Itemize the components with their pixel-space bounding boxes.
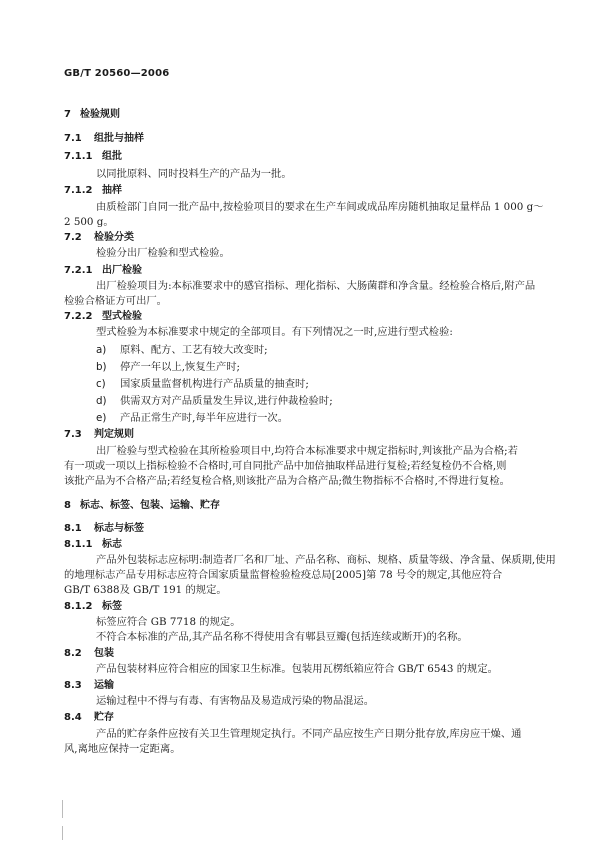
section-title: 贮存 xyxy=(94,712,114,723)
list-item xyxy=(96,360,240,374)
section-number: 8.1.1 xyxy=(64,539,93,550)
section-8-3-heading xyxy=(64,679,114,693)
section-number: 7.3 xyxy=(64,429,82,440)
list-text: 产品正常生产时,每半年应进行一次。 xyxy=(120,412,289,424)
list-text: 国家质量监督机构进行产品质量的抽查时; xyxy=(120,378,309,390)
section-7-1-heading xyxy=(64,132,144,146)
section-number: 8.1.2 xyxy=(64,601,93,612)
section-number: 7.2 xyxy=(64,232,82,243)
scan-edge-mark xyxy=(62,800,63,818)
paragraph: 运输过程中不得与有毒、有害物品及易造成污染的物品混运。 xyxy=(96,695,375,707)
section-title: 包装 xyxy=(94,648,114,659)
section-title: 判定规则 xyxy=(94,429,134,440)
list-text: 停产一年以上,恢复生产时; xyxy=(120,361,241,373)
section-title: 运输 xyxy=(94,680,114,691)
paragraph: 标签应符合 GB 7718 的规定。 xyxy=(96,616,241,628)
section-8-1-2-heading xyxy=(64,600,122,614)
list-item xyxy=(96,394,333,408)
list-text: 供需双方对产品质量发生异议,进行仲裁检验时; xyxy=(120,395,333,407)
list-label: a) xyxy=(96,344,107,356)
section-title: 检验规则 xyxy=(80,109,120,120)
section-title: 型式检验 xyxy=(102,311,142,322)
paragraph: 出厂检验项目为:本标准要求中的感官指标、理化指标、大肠菌群和净含量。经检验合格后,附产品 xyxy=(96,280,536,292)
section-7-heading xyxy=(64,108,120,122)
section-7-3-heading xyxy=(64,428,134,442)
paragraph: 该批产品为不合格产品;若经复检合格,则该批产品为合格产品;微生物指标不合格时,不得进行复检。 xyxy=(64,475,510,487)
section-number: 7.1.2 xyxy=(64,185,93,196)
paragraph: 有一项或一项以上指标检验不合格时,可自同批产品中加倍抽取样品进行复检;若经复检仍不合格,则 xyxy=(64,460,507,472)
paragraph: 检验分出厂检验和型式检验。 xyxy=(96,247,230,259)
list-label: e) xyxy=(96,412,107,424)
section-title: 出厂检验 xyxy=(102,265,142,276)
paragraph: GB/T 6388及 GB/T 191 的规定。 xyxy=(64,584,227,596)
list-item xyxy=(96,377,309,391)
list-label: d) xyxy=(96,395,107,407)
section-title: 标志 xyxy=(102,539,122,550)
section-7-1-1-heading xyxy=(64,150,122,164)
list-label: c) xyxy=(96,378,106,390)
paragraph: 产品包装材料应符合相应的国家卫生标准。包装用瓦楞纸箱应符合 GB/T 6543 的规定。 xyxy=(96,663,498,675)
section-number: 8 xyxy=(64,500,71,511)
list-item xyxy=(96,343,268,357)
list-label: b) xyxy=(96,361,107,373)
section-8-1-1-heading xyxy=(64,538,122,552)
paragraph: 出厂检验与型式检验在其所检验项目中,均符合本标准要求中规定指标时,判该批产品为合格;若 xyxy=(96,445,518,457)
section-title: 标签 xyxy=(102,601,122,612)
section-number: 8.4 xyxy=(64,712,82,723)
section-number: 7 xyxy=(64,109,71,120)
section-title: 标志、标签、包装、运输、贮存 xyxy=(80,500,220,511)
standard-code: GB/T 20560—2006 xyxy=(64,68,170,79)
section-number: 7.2.2 xyxy=(64,311,93,322)
section-8-heading xyxy=(64,499,220,513)
list-item xyxy=(96,411,288,425)
section-title: 标志与标签 xyxy=(94,523,144,534)
list-text: 原料、配方、工艺有较大改变时; xyxy=(120,344,268,356)
section-title: 抽样 xyxy=(102,185,122,196)
section-7-2-2-heading xyxy=(64,310,142,324)
section-8-2-heading xyxy=(64,647,114,661)
section-7-2-heading xyxy=(64,231,134,245)
paragraph: 以同批原料、同时投料生产的产品为一批。 xyxy=(96,168,292,180)
section-number: 8.1 xyxy=(64,523,82,534)
paragraph: 2 500 g。 xyxy=(64,216,114,228)
section-title: 检验分类 xyxy=(94,232,134,243)
section-7-1-2-heading xyxy=(64,184,122,198)
paragraph: 不符合本标准的产品,其产品名称不得使用含有郫县豆瓣(包括连续或断开)的名称。 xyxy=(96,631,468,643)
section-title: 组批与抽样 xyxy=(94,133,144,144)
section-7-2-1-heading xyxy=(64,264,142,278)
paragraph: 由质检部门自同一批产品中,按检验项目的要求在生产车间或成品库房随机抽取足量样品 1 000 g～ xyxy=(96,201,544,213)
section-number: 8.2 xyxy=(64,648,82,659)
paragraph: 型式检验为本标准要求中规定的全部项目。有下列情况之一时,应进行型式检验: xyxy=(96,326,453,338)
section-title: 组批 xyxy=(102,151,122,162)
paragraph: 产品外包装标志应标明:制造者厂名和厂址、产品名称、商标、规格、质量等级、净含量、保质期,使用 xyxy=(96,554,556,566)
paragraph: 风,离地应保持一定距离。 xyxy=(64,743,181,755)
scan-edge-mark xyxy=(62,826,63,840)
section-number: 8.3 xyxy=(64,680,82,691)
section-8-4-heading xyxy=(64,711,114,725)
paragraph: 产品的贮存条件应按有关卫生管理规定执行。不同产品应按生产日期分批存放,库房应干燥、通 xyxy=(96,728,522,740)
section-number: 7.2.1 xyxy=(64,265,93,276)
section-8-1-heading xyxy=(64,522,144,536)
section-number: 7.1.1 xyxy=(64,151,93,162)
paragraph: 检验合格证方可出厂。 xyxy=(64,295,167,307)
paragraph: 的地理标志产品专用标志应符合国家质量监督检验检疫总局[2005]第 78 号令的规定,其他应符合 xyxy=(64,569,503,581)
section-number: 7.1 xyxy=(64,133,82,144)
